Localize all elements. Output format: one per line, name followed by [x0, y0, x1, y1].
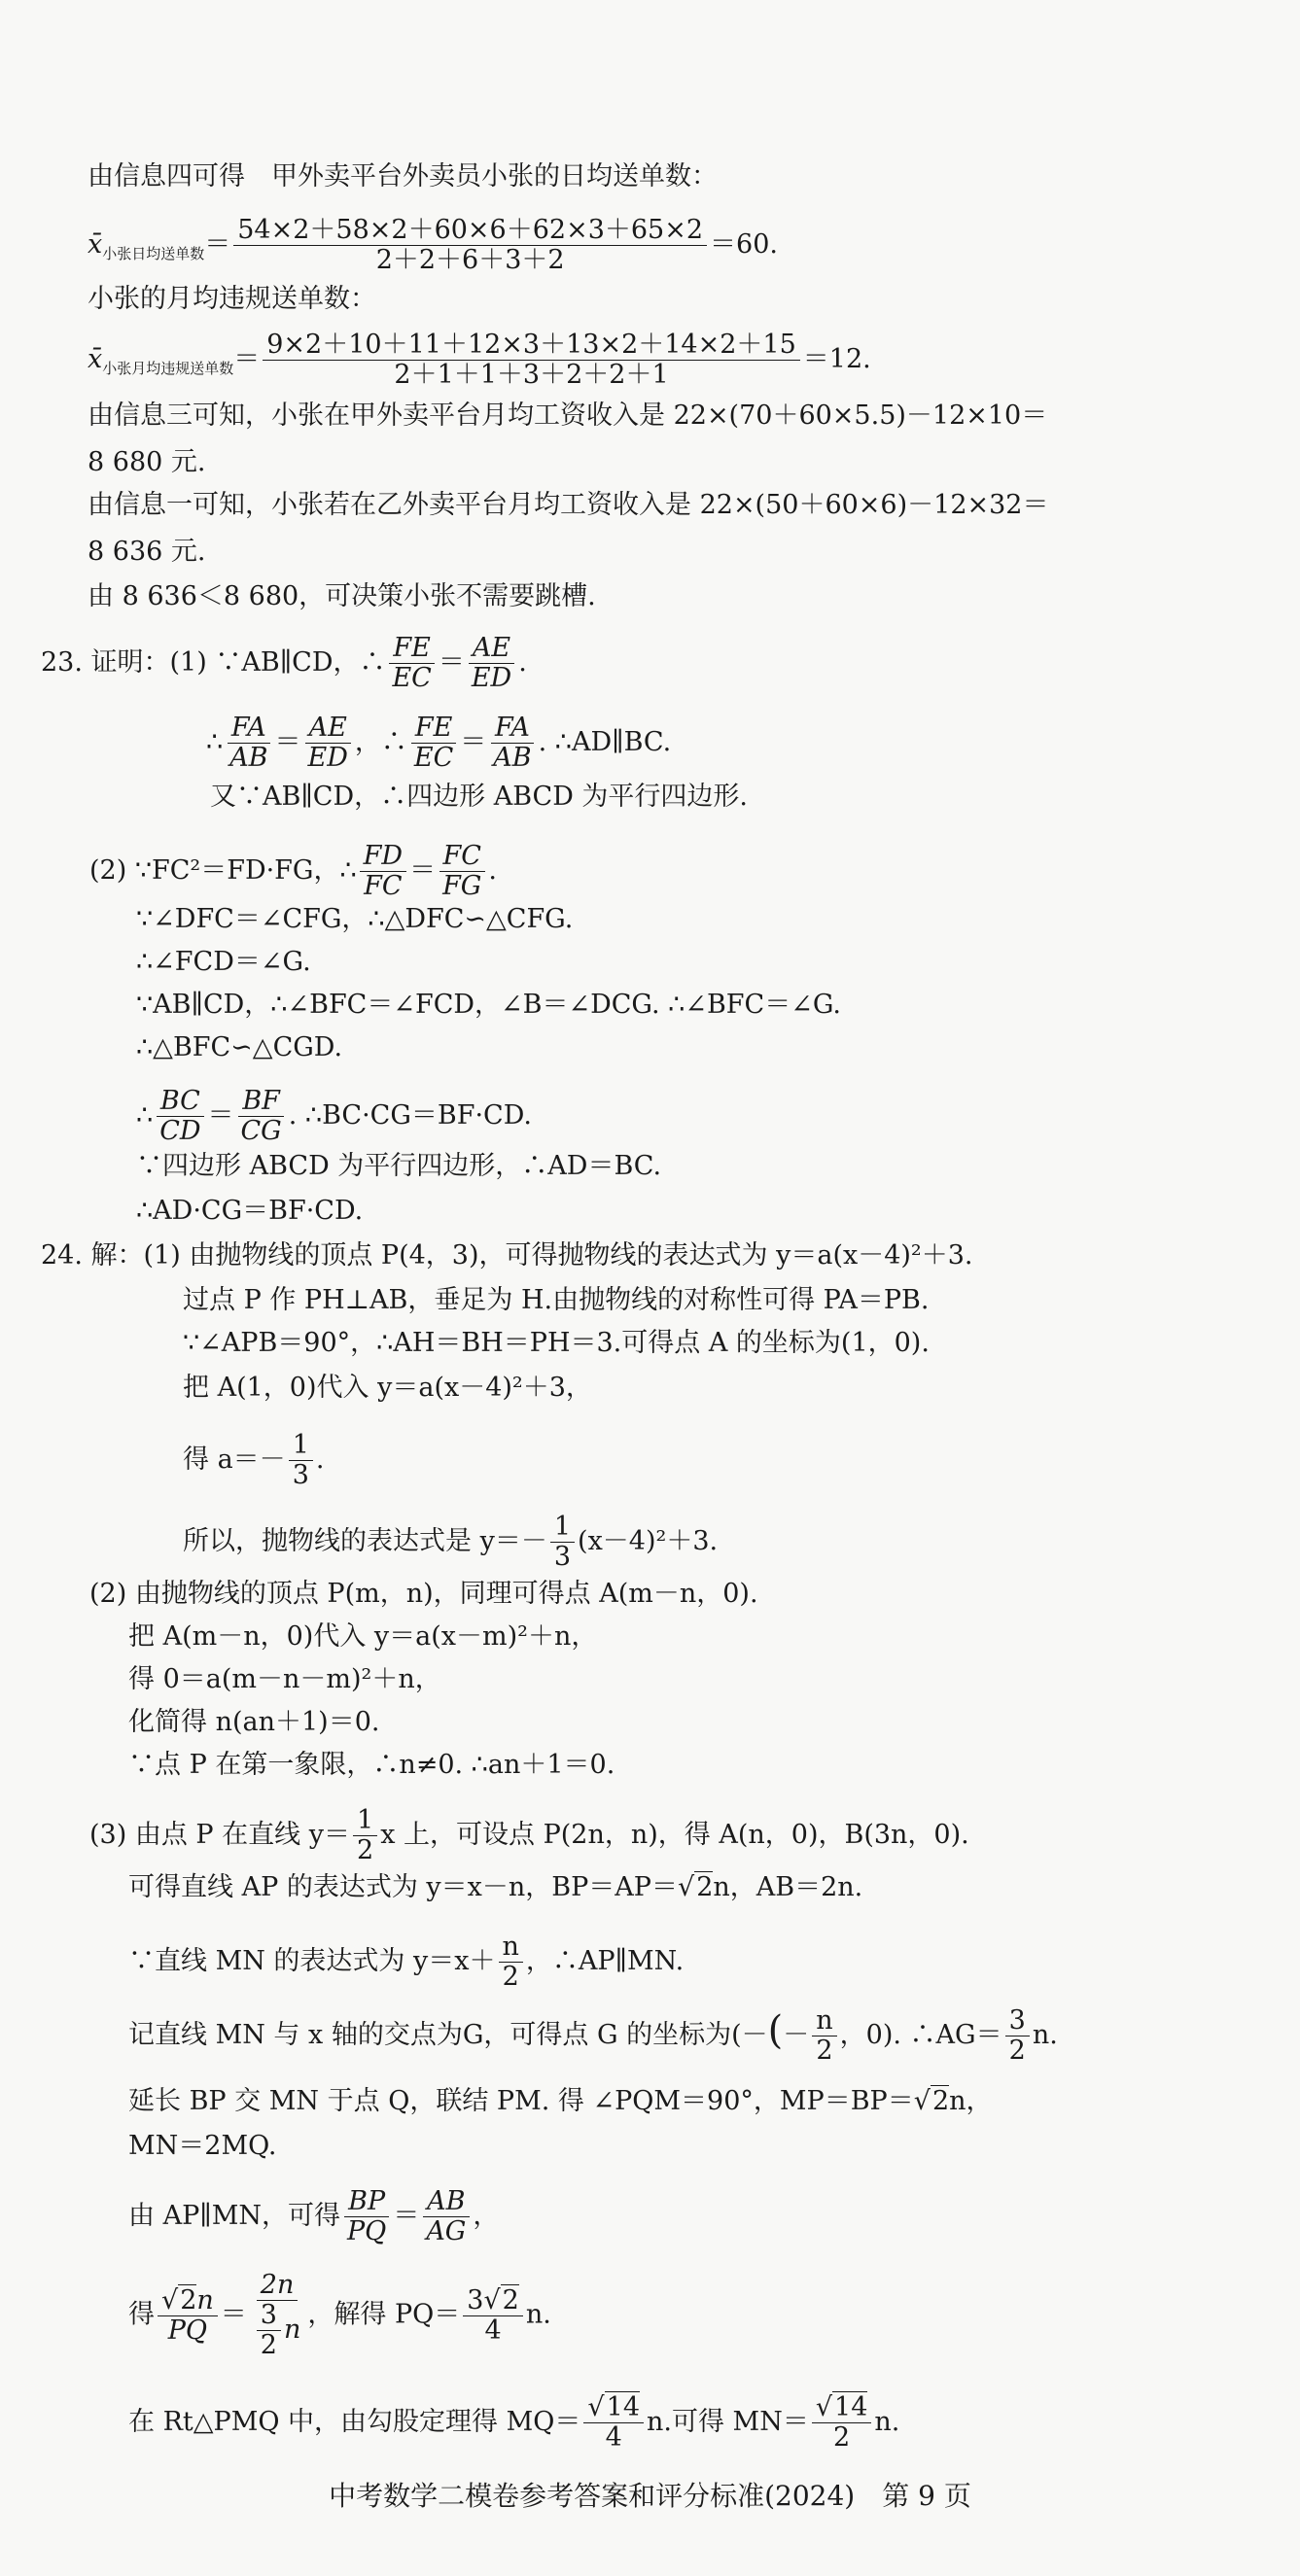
sqrt-radicand: 2: [696, 1872, 714, 1902]
q23-line-1: [41, 634, 527, 693]
numerator: 3√2: [463, 2286, 523, 2316]
text: (2) ∵FC²＝FD·FG，∴: [89, 855, 357, 886]
text-line: 过点 P 作 PH⊥AB，垂足为 H.由抛物线的对称性可得 PA＝PB.: [183, 1285, 930, 1315]
q24-line-5: [183, 1431, 324, 1490]
text: n.: [874, 2407, 900, 2437]
sqrt-radicand: 14: [834, 2392, 868, 2422]
fraction: [237, 1087, 286, 1146]
denominator: CD: [159, 1116, 201, 1146]
text-line: 由信息三可知，小张在甲外卖平台月均工资收入是 22×(70＋60×5.5)－12×10＝: [88, 400, 1048, 431]
text-line: ∴△BFC∽△CGD.: [136, 1032, 343, 1062]
numerator: BF: [238, 1087, 284, 1117]
denominator: PQ: [347, 2216, 387, 2246]
denominator: CG: [240, 1116, 282, 1146]
numerator: n: [812, 2006, 836, 2036]
text-line: 化简得 n(an＋1)＝0.: [128, 1707, 380, 1737]
q24-part3-line-7: 由 AP∥MN，可得 $\frac{BP}{PQ}$ ＝ $\frac{AB}{AG}$ ，: [128, 2186, 500, 2246]
numerator: 1: [550, 1513, 575, 1543]
numerator: FD: [360, 842, 406, 872]
numerator: FC: [439, 842, 485, 872]
text-line: 又∵AB∥CD，∴四边形 ABCD 为平行四边形.: [210, 782, 749, 812]
text: n，: [949, 2086, 993, 2116]
text: x 上，可设点 P(2n，n)，得 A(n，0)，B(3n，0).: [380, 1820, 969, 1850]
denominator: 2＋1＋1＋3＋2＋2＋1: [394, 360, 669, 390]
text: n.: [525, 2299, 551, 2330]
denominator: 3: [553, 1542, 572, 1572]
denominator: 4: [605, 2422, 622, 2453]
fraction: [499, 1932, 523, 1992]
fraction: [550, 1513, 575, 1572]
text-line: ∵AB∥CD，∴∠BFC＝∠FCD，∠B＝∠DCG. ∴∠BFC＝∠G.: [136, 990, 842, 1020]
text: 所以，抛物线的表达式是 y＝－: [183, 1526, 547, 1556]
q23-line-4: (2) ∵FC²＝FD·FG，∴ $\frac{FD}{FC}$ ＝ $\frac{FC}{FG}$ .: [89, 841, 497, 901]
numerator: 1: [289, 1431, 313, 1461]
q24-part3-line-3: [128, 1932, 684, 1992]
denominator: FC: [364, 871, 403, 901]
text: (3) 由点 P 在直线 y＝: [89, 1820, 350, 1850]
fraction: [360, 842, 406, 901]
denominator: 2＋2＋6＋3＋2: [375, 245, 565, 275]
fraction: [812, 2393, 872, 2453]
q24-part3-line-8: 得 $\frac{√2n}{PQ}$ ＝ 2n $\frac{3}{2}$ n ，解得 PQ＝ $\frac{3√2}{4}$ n.: [128, 2270, 551, 2360]
fraction: [226, 714, 271, 773]
text-line: ∵四边形 ABCD 为平行四边形，∴AD＝BC.: [136, 1151, 662, 1181]
numerator: 54×2＋58×2＋60×6＋62×3＋65×2: [233, 216, 707, 246]
text: n.: [1032, 2020, 1058, 2050]
text: 23. 证明：(1) ∵AB∥CD，∴: [41, 647, 386, 678]
text: ，解得 PQ＝: [307, 2299, 461, 2330]
q23-line-2: ∴ $\frac{FA}{AB}$ ＝ $\frac{AE}{ED}$ ，∴ $\frac{FE}{EC}$ ＝ $\frac{FA}{AB}$ . ∴AD∥BC.: [206, 713, 672, 773]
fraction: [583, 2393, 644, 2453]
text-line: 由 8 636＜8 680，可决策小张不需要跳槽.: [88, 581, 596, 611]
text: 在 Rt△PMQ 中，由勾股定理得 MQ＝: [128, 2407, 581, 2437]
numerator: n: [499, 1932, 523, 1963]
text: ，: [473, 2201, 500, 2231]
denominator: AB: [493, 743, 532, 773]
numerator: 1: [353, 1806, 377, 1836]
numerator: BP: [344, 2187, 389, 2217]
fraction: [304, 714, 352, 773]
text: 可得直线 AP 的表达式为 y＝x－n，BP＝AP＝: [128, 1872, 678, 1902]
text: ∴: [206, 727, 224, 757]
text: . ∴BC·CG＝BF·CD.: [288, 1100, 532, 1131]
text: 得 a＝－: [183, 1445, 286, 1475]
text: . ∴AD∥BC.: [538, 727, 672, 757]
numerator: 2n: [257, 2271, 299, 2301]
text: ，∴AP∥MN.: [525, 1946, 685, 1976]
fraction: [289, 1431, 313, 1490]
mean-symbol: x̄: [88, 344, 103, 374]
sqrt-radicand: 2: [180, 2284, 197, 2315]
denominator: 4: [484, 2315, 502, 2346]
numerator: BC: [157, 1087, 204, 1117]
text: ∴: [136, 1100, 154, 1131]
denominator: EC: [413, 743, 454, 773]
numerator: FE: [389, 634, 434, 664]
text-line: (2) 由抛物线的顶点 P(m，n)，同理可得点 A(m－n，0).: [89, 1579, 758, 1609]
numerator: √14: [812, 2393, 872, 2423]
fraction: [233, 216, 707, 275]
denominator: ED: [307, 743, 348, 773]
fraction: [250, 2271, 305, 2360]
text-line: ∴AD·CG＝BF·CD.: [136, 1196, 364, 1226]
denominator: 2: [357, 1835, 374, 1865]
text: 记直线 MN 与 x 轴的交点为G，可得点 G 的坐标为(－: [128, 2020, 768, 2050]
fraction: [1005, 2006, 1030, 2066]
text: .: [518, 647, 527, 678]
numerator: FA: [491, 714, 534, 744]
q24-part3-line-4: 记直线 MN 与 x 轴的交点为G，可得点 G 的坐标为(－(－ $\frac{n}{2}$ ，0). ∴AG＝ $\frac{3}{2}$ n.: [128, 2005, 1058, 2066]
text: .: [488, 855, 497, 886]
text: ＝: [438, 647, 465, 678]
text: 由 AP∥MN，可得: [128, 2201, 340, 2231]
text-line: 由信息四可得 甲外卖平台外卖员小张的日均送单数：: [88, 161, 718, 191]
numerator: FE: [411, 714, 456, 744]
denominator: 2: [816, 2036, 833, 2066]
formula-daily-average: $x̄_{小张日均送单数}=$ $\frac{54\times 2+58\times 2+60\times 6+62\times 3+65\times 2}{2+2+6+3+2}$ ＝60.: [88, 215, 778, 275]
fraction: [353, 1806, 377, 1865]
numerator: AB: [423, 2187, 469, 2217]
numerator: √14: [583, 2393, 644, 2423]
q24-part3-line-9: [128, 2393, 899, 2453]
numerator: 3: [1005, 2006, 1030, 2036]
text-line: 小张的月均违规送单数：: [88, 284, 376, 314]
numerator: AE: [305, 714, 351, 744]
text: ，0). ∴AG＝: [839, 2020, 1002, 2050]
fraction: [257, 2301, 281, 2360]
mean-symbol: x̄: [88, 229, 103, 260]
numerator: FA: [228, 714, 270, 744]
text-line: 把 A(1，0)代入 y＝a(x－4)²＋3，: [183, 1373, 592, 1403]
fraction: [263, 331, 800, 390]
result: ＝12.: [802, 344, 871, 374]
denominator: PQ: [167, 2315, 208, 2346]
numerator: 3: [257, 2301, 281, 2331]
numerator: 9×2＋10＋11＋12×3＋13×2＋14×2＋15: [263, 331, 800, 361]
formula-monthly-violation: $x̄_{小张月均违规送单数}=$ $\frac{9\times 2+10+11+12\times 3+13\times 2+14\times 2+15}{2+1+1+3+2+2+1}$ ＝12.: [88, 330, 871, 390]
text-line: MN＝2MQ.: [128, 2131, 277, 2161]
q23-line-9: ∴ $\frac{BC}{CD}$ ＝ $\frac{BF}{CG}$ . ∴BC·CG＝BF·CD.: [136, 1086, 532, 1146]
fraction: [343, 2187, 390, 2246]
denominator: AB: [229, 743, 268, 773]
text-line: ∵点 P 在第一象限，∴n≠0. ∴an＋1＝0.: [128, 1750, 615, 1780]
text-line: ∴∠FCD＝∠G.: [136, 947, 311, 977]
coefficient: 3: [467, 2284, 484, 2315]
subscript: 小张日均送单数: [102, 245, 205, 262]
text-line: 得 0＝a(m－n－m)²＋n，: [128, 1664, 441, 1694]
fraction: [410, 714, 457, 773]
variable: n: [283, 2315, 301, 2345]
denominator: EC: [392, 663, 432, 693]
text: (x－4)²＋3.: [578, 1526, 719, 1556]
text-line: 8 636 元.: [88, 537, 206, 567]
text-line: 24. 解：(1) 由抛物线的顶点 P(4，3)，可得抛物线的表达式为 y＝a(x－4)²＋3.: [41, 1240, 973, 1271]
text: 得: [128, 2299, 155, 2330]
numerator: √2n: [158, 2286, 218, 2316]
fraction: [489, 714, 535, 773]
fraction: [156, 1087, 204, 1146]
text-line: 把 A(m－n，0)代入 y＝a(x－m)²＋n，: [128, 1621, 598, 1652]
sqrt-radicand: 14: [606, 2392, 640, 2422]
text-line: 8 680 元.: [88, 447, 206, 477]
text: ∵直线 MN 的表达式为 y＝x＋: [128, 1946, 496, 1976]
fraction: [158, 2286, 218, 2346]
subscript: 小张月均违规送单数: [102, 360, 234, 377]
q24-line-6: [183, 1513, 718, 1572]
denominator: 2: [260, 2330, 277, 2360]
text: n.可得 MN＝: [647, 2407, 809, 2437]
fraction: [812, 2006, 836, 2066]
denominator: [250, 2301, 305, 2360]
text-line: ∵∠DFC＝∠CFG，∴△DFC∽△CFG.: [136, 904, 574, 934]
fraction: [468, 634, 515, 693]
text-line: 由信息一可知，小张若在乙外卖平台月均工资收入是 22×(50＋60×6)－12×32＝: [88, 490, 1049, 520]
denominator: 2: [833, 2422, 851, 2453]
fraction: [422, 2187, 470, 2246]
q24-part3-line-1: [89, 1806, 969, 1865]
denominator: 3: [292, 1460, 309, 1490]
fraction: [439, 842, 485, 901]
text: 延长 BP 交 MN 于点 Q，联结 PM. 得 ∠PQM＝90°，MP＝BP＝: [128, 2086, 914, 2116]
numerator: AE: [469, 634, 514, 664]
text: .: [315, 1445, 325, 1475]
q24-part3-line-2: 可得直线 AP 的表达式为 y＝x－n，BP＝AP＝√2n，AB＝2n.: [128, 1872, 863, 1902]
fraction: [463, 2286, 523, 2346]
denominator: FG: [442, 871, 482, 901]
q24-part3-line-5: 延长 BP 交 MN 于点 Q，联结 PM. 得 ∠PQM＝90°，MP＝BP＝√2n，: [128, 2086, 993, 2116]
sqrt-radicand: 2: [502, 2284, 519, 2315]
fraction: [388, 634, 435, 693]
result: ＝60.: [710, 229, 778, 260]
sqrt-radicand: 2: [931, 2086, 950, 2116]
text: n，AB＝2n.: [713, 1872, 863, 1902]
denominator: 2: [502, 1962, 519, 1992]
denominator: 2: [1008, 2036, 1026, 2066]
variable: n: [196, 2284, 214, 2315]
denominator: ED: [471, 663, 512, 693]
text-line: ∵∠APB＝90°，∴AH＝BH＝PH＝3.可得点 A 的坐标为(1，0).: [183, 1328, 930, 1358]
page-footer: 中考数学二模卷参考答案和评分标准(2024) 第 9 页: [329, 2480, 971, 2512]
text: ，∴: [354, 727, 407, 757]
denominator: AG: [426, 2216, 467, 2246]
